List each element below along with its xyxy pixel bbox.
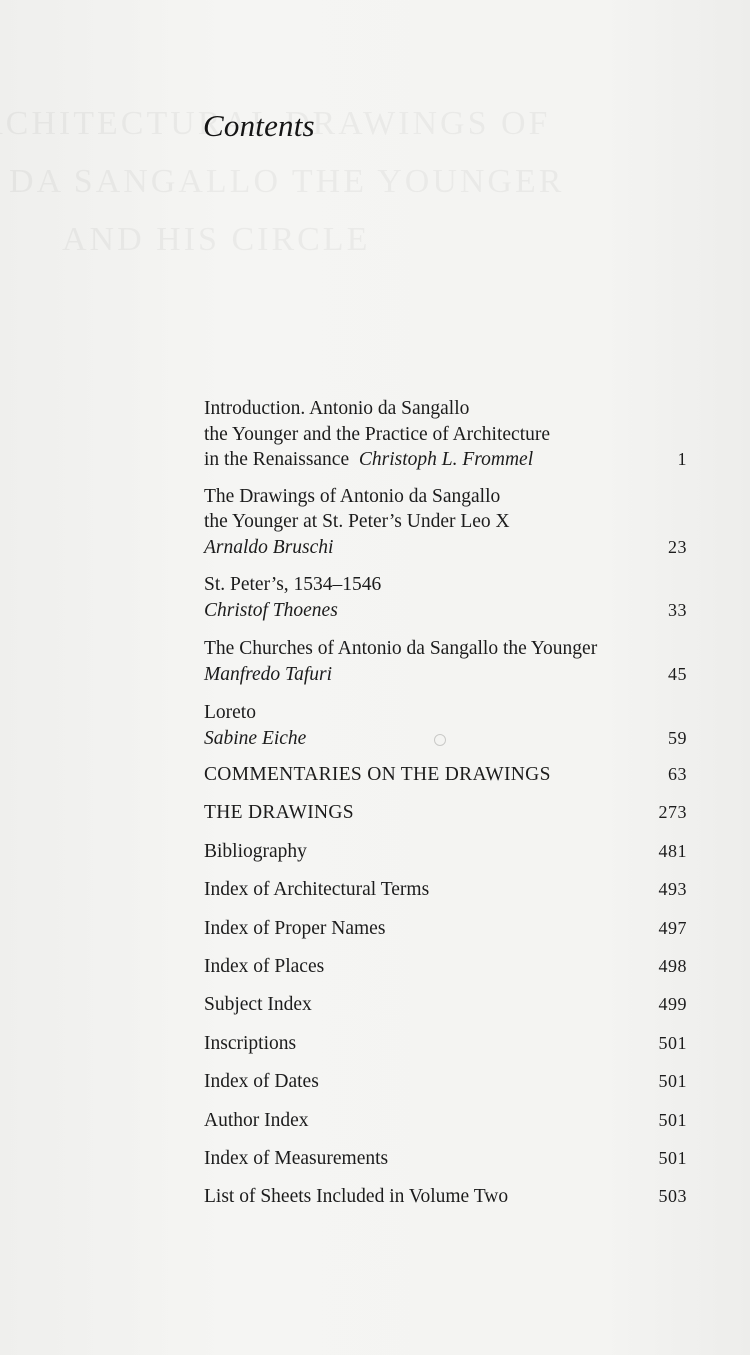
toc-entry [204, 1031, 690, 1057]
toc-entry [204, 700, 690, 751]
entry-title: Index of Places [204, 955, 325, 977]
entry-title-line: The Drawings of Antonio da Sangallo [204, 485, 501, 507]
entry-author: Christoph L. Frommel [358, 449, 534, 470]
entry-page-number: 501 [658, 1032, 687, 1053]
ghost-line [0, 95, 750, 153]
entry-page-number: 501 [658, 1071, 687, 1092]
entry-title: COMMENTARIES ON THE DRAWINGS [204, 764, 551, 785]
toc-entry [204, 916, 690, 942]
entry-title: Index of Architectural Terms [204, 879, 430, 901]
toc-entry [204, 877, 690, 903]
entry-title: THE DRAWINGS [204, 802, 354, 824]
entry-page-number: 499 [658, 994, 687, 1015]
entry-title: Index of Dates [204, 1071, 319, 1093]
entry-page-number: 33 [668, 599, 687, 620]
entry-title: Author Index [204, 1109, 309, 1131]
show-through-text [0, 95, 750, 269]
toc-entry [204, 1069, 690, 1095]
toc-entry [204, 1184, 690, 1210]
paper-blemish [434, 734, 446, 746]
entry-page-number: 23 [668, 536, 687, 557]
entry-page-number: 503 [658, 1186, 687, 1207]
entry-page-number: 493 [658, 879, 687, 900]
entry-page-number: 498 [658, 955, 687, 976]
entry-title: List of Sheets Included in Volume Two [204, 1186, 509, 1208]
toc-entry [204, 1146, 690, 1172]
entry-author: Christof Thoenes [204, 599, 338, 621]
entry-title-line: the Younger at St. Peter’s Under Leo X [204, 511, 510, 532]
toc-entry [204, 396, 690, 473]
ghost-line [0, 153, 750, 211]
entry-page-number: 273 [658, 802, 687, 823]
toc-entry [204, 1108, 690, 1134]
entry-title-line: St. Peter’s, 1534–1546 [204, 574, 382, 595]
entry-author: Arnaldo Bruschi [204, 536, 334, 558]
entry-title-line: Loreto [204, 702, 256, 723]
entry-title-line: in the Renaissance [204, 449, 350, 470]
entry-page-number: 59 [668, 727, 687, 748]
entry-title-line: the Younger and the Practice of Architecture [204, 423, 551, 445]
toc-entry [204, 800, 690, 826]
toc-entry [204, 636, 690, 687]
entry-title-line: The Churches of Antonio da Sangallo the Younger [204, 638, 598, 659]
entry-page-number: 501 [658, 1147, 687, 1168]
toc-entry [204, 762, 690, 788]
entry-page-number: 497 [658, 917, 687, 938]
entry-title-line: Introduction. Antonio da Sangallo [204, 398, 470, 419]
toc-entry [204, 839, 690, 865]
entry-author: Manfredo Tafuri [204, 663, 333, 685]
toc-entry [204, 992, 690, 1018]
entry-title: Index of Proper Names [204, 917, 386, 939]
ghost-line [62, 211, 750, 269]
entry-title: Inscriptions [204, 1032, 297, 1054]
entry-page-number: 45 [668, 663, 687, 684]
page-title: Contents [203, 108, 315, 143]
entry-author: Sabine Eiche [204, 727, 307, 749]
entry-page-number: 481 [658, 840, 687, 861]
entry-page-number: 1 [677, 449, 687, 469]
toc-entry [204, 484, 690, 561]
entry-page-number: 63 [668, 764, 687, 784]
entry-title: Bibliography [204, 840, 307, 862]
entry-title: Subject Index [204, 994, 312, 1016]
entry-page-number: 501 [658, 1109, 687, 1130]
table-of-contents [204, 396, 690, 1223]
entry-title: Index of Measurements [204, 1147, 389, 1169]
toc-entry [204, 572, 690, 623]
toc-entry [204, 954, 690, 980]
